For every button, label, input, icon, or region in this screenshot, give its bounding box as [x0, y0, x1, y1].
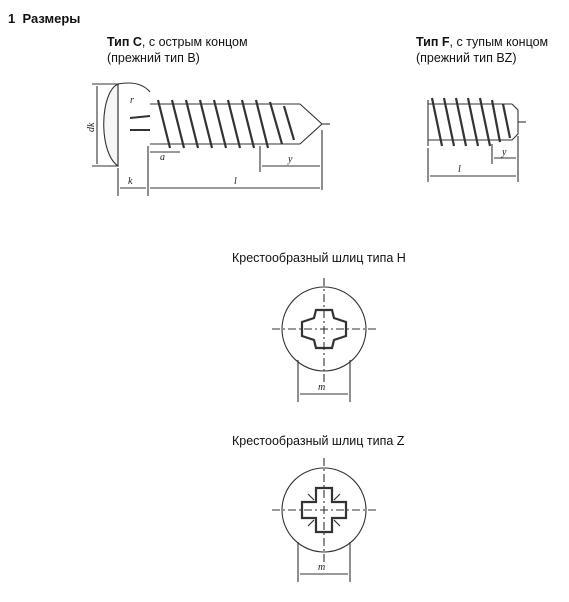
section-title: Размеры — [22, 11, 81, 26]
dim-y-f: y — [502, 147, 507, 158]
slot-h-caption: Крестообразный шлиц типа Н — [232, 251, 406, 265]
dim-k: k — [128, 176, 133, 187]
dim-l-f: l — [458, 164, 461, 175]
dim-m-z: m — [318, 562, 326, 573]
type-c-former: (прежний тип В) — [107, 51, 200, 65]
type-f-name: Тип F — [416, 35, 450, 49]
type-c-name: Тип С — [107, 35, 142, 49]
type-f-former: (прежний тип BZ) — [416, 51, 517, 65]
slot-z-caption: Крестообразный шлиц типа Z — [232, 434, 405, 448]
type-c-desc: , с острым концом — [141, 35, 248, 49]
dim-a: a — [160, 152, 165, 163]
dim-l: l — [234, 176, 237, 187]
dim-y: y — [288, 154, 293, 165]
dim-m-h: m — [318, 382, 326, 393]
type-f-desc: , с тупым концом — [449, 35, 549, 49]
section-number: 1 — [8, 11, 16, 26]
dim-r: r — [130, 95, 134, 106]
dim-dk: dk — [86, 122, 97, 132]
